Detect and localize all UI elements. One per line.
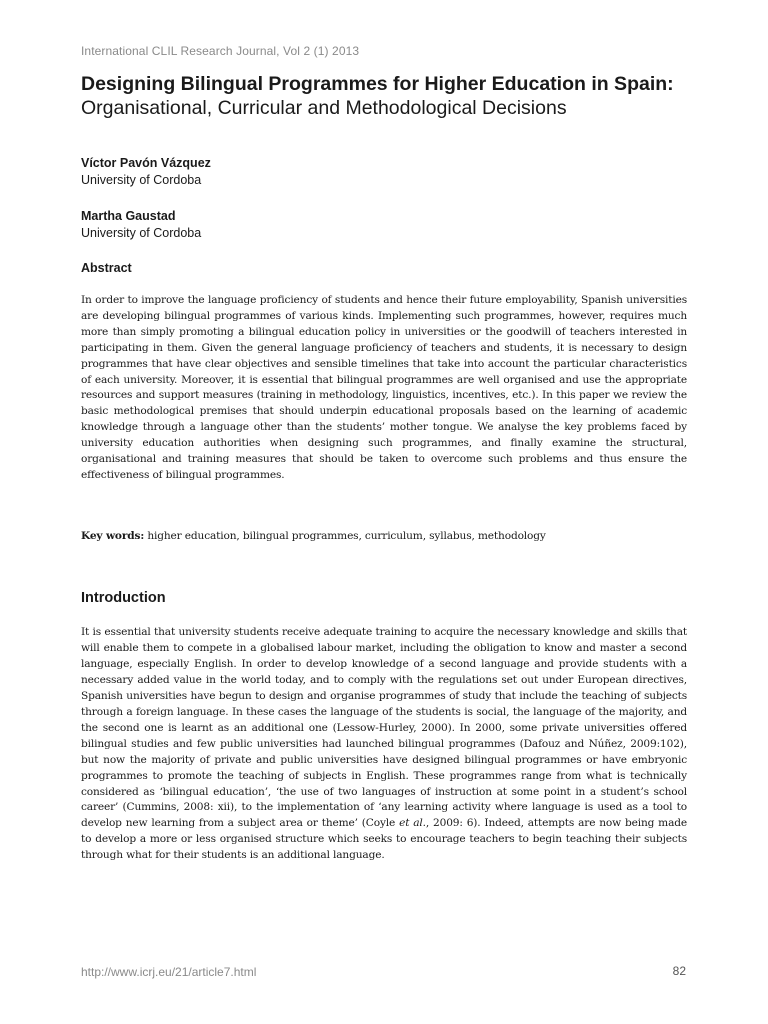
abstract-body: In order to improve the language proficiency of students and hence their future employability, Spanish universities are developing bilingual programmes of various kinds. Implementing such programmes, however, requires much more than simply promoting a bilingual education policy in universities or the goodwill of teachers interested in participating in them. Given the general language proficiency of teachers and students, it is necessary to design programmes that have clear objectives and sensible timelines that take into account the particular characteristics of each university. Moreover, it is essential that bilingual programmes are well organised and use the appropriate resources and support measures (training in methodology, linguistics, incentives, etc.). In this paper we review the basic methodological premises that should underpin educational proposals based on the learning of academic knowledge through a language other than the students’ mother tongue. We analyse the key problems faced by university education authorities when designing such programmes, and finally examine the structural, organisational and training measures that should be taken to overcome such problems and thus ensure the effectiveness of bilingual programmes.	[81, 294, 687, 481]
keywords	[81, 529, 687, 545]
page-number: 82	[672, 964, 686, 978]
author-1-affiliation: University of Cordoba	[81, 173, 202, 187]
keywords-label: Key words:	[81, 530, 145, 542]
keywords-text: higher education, bilingual programmes, curriculum, syllabus, methodology	[144, 530, 546, 542]
author-2-name: Martha Gaustad	[81, 209, 176, 223]
abstract-heading: Abstract	[81, 261, 132, 275]
introduction-text-italic: et al	[399, 817, 423, 830]
introduction-body	[81, 625, 687, 864]
footer-url[interactable]: http://www.icrj.eu/21/article7.html	[81, 965, 257, 979]
journal-header: International CLIL Research Journal, Vol 2 (1) 2013	[81, 44, 360, 58]
introduction-text-part2: ., 2009: 6). Indeed, attempts are now being made to develop a more or less organised structure which seeks to encourage teachers to begin teaching their subjects through what for their students is an additional language.	[81, 817, 687, 862]
introduction-heading: Introduction	[81, 590, 166, 606]
author-2-affiliation: University of Cordoba	[81, 226, 202, 240]
paper-title: Designing Bilingual Programmes for Higher Education in Spain:	[81, 73, 674, 95]
introduction-text-part1: It is essential that university students receive adequate training to acquire the necessary knowledge and skills that will enable them to compete in a globalised labour market, including the obligation to know and master a second language, especially English. In order to develop knowledge of a second language and provide students with a necessary added value in the world today, and to comply with the regulations set out under European directives, Spanish universities have begun to design and organise programmes of study that include the teaching of subjects through a foreign language. In these cases the language of the students is social, the language of the majority, and the second one is learnt as an additional one (Lessow-Hurley, 2000). In 2000, some private universities offered bilingual studies and few public universities had launched bilingual programmes (Dafouz and Núñez, 2009:102), but now the majority of private and public universities have designed bilingual programmes or have embryonic programmes to promote the teaching of subjects in English. These programmes range from what is technically considered as ‘bilingual education’, ‘the use of two languages of instruction at some point in a student’s school career’ (Cummins, 2008: xii), to the implementation of ‘any learning activity where language is used as a tool to develop new learning from a subject area or theme’ (Coyle	[81, 626, 687, 830]
paper-subtitle: Organisational, Curricular and Methodological Decisions	[81, 97, 567, 119]
author-1-name: Víctor Pavón Vázquez	[81, 156, 211, 170]
